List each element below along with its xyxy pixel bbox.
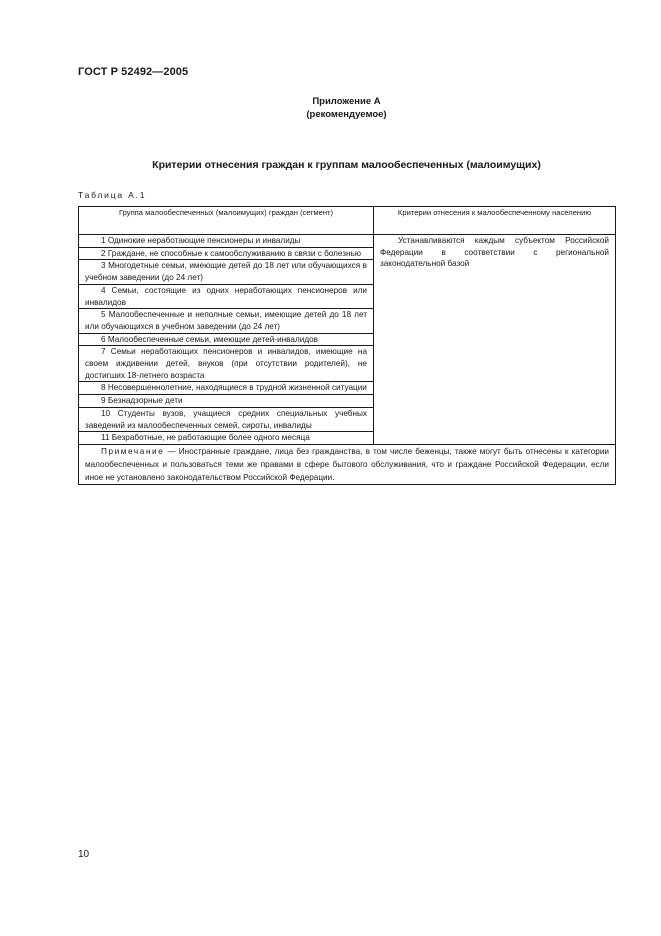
segment-text: 4 Семьи, состоящие из одних неработающих пенсионеров или инвалидов xyxy=(85,285,367,307)
segment-text: 3 Многодетные семьи, имеющие детей до 18 лет или обучающихся в учебном заведении (до 24 лет) xyxy=(85,261,367,283)
table-note xyxy=(79,444,616,484)
document-id: ГОСТ Р 52492—2005 xyxy=(78,66,189,78)
column-header-criteria: Критерии отнесения к малообеспеченному населению xyxy=(374,207,616,235)
segment-text: 9 Безнадзорные дети xyxy=(101,396,183,406)
segment-cell xyxy=(79,284,374,308)
table-label: Таблица А.1 xyxy=(78,190,147,200)
segment-text: 6 Малообеспеченные семьи, имеющие детей-инвалидов xyxy=(101,334,319,344)
segment-cell xyxy=(79,346,374,382)
criteria-text: Устанавливаются каждым субъектом Российской Федерации в соответствии с региональной законодательной базой xyxy=(380,236,609,269)
segment-cell xyxy=(79,235,374,248)
table-row xyxy=(79,235,616,248)
note-text: — Иностранные граждане, лица без гражданства, в том числе беженцы, также могут быть отнесены к категории малообеспеченных и пользоваться теми же правами в сфере бытового обслуживания, что и граждане Российской Федерации, если иное не установлено законодательством Российской Федерации. xyxy=(85,446,610,482)
segment-cell xyxy=(79,407,374,431)
page-number: 10 xyxy=(78,849,90,860)
segment-cell xyxy=(79,247,374,260)
segment-text: 11 Безработные, не работающие более одного месяца xyxy=(101,433,310,443)
table-note-row xyxy=(79,444,616,484)
segment-cell xyxy=(79,309,374,333)
appendix-label: Приложение А xyxy=(312,96,381,107)
segment-text: 10 Студенты вузов, учащиеся средних специальных учебных заведений из малообеспеченных семей, сироты, инвалиды xyxy=(85,408,367,430)
segment-cell xyxy=(79,395,374,408)
criteria-table xyxy=(78,206,616,485)
segment-text: 1 Одинокие неработающие пенсионеры и инвалиды xyxy=(101,236,301,245)
segment-text: 7 Семьи неработающих пенсионеров и инвалидов, имеющие на своем иждивении детей, внуков (при отсутствии родителей), не достигших 18-летнего возраста xyxy=(85,347,367,380)
segment-text: 5 Малообеспеченные и неполные семьи, имеющие детей до 18 лет или обучающихся в учебном заведении (до 24 лет) xyxy=(85,310,367,331)
appendix-status: (рекомендуемое) xyxy=(306,108,387,120)
criteria-cell xyxy=(374,235,616,445)
segment-cell xyxy=(79,260,374,284)
note-label: Примечание xyxy=(101,446,165,456)
page-title: Критерии отнесения граждан к группам малообеспеченных (малоимущих) xyxy=(152,159,541,171)
appendix-heading xyxy=(0,96,661,121)
segment-cell xyxy=(79,432,374,445)
table-header-row xyxy=(79,207,616,235)
segment-cell xyxy=(79,333,374,346)
segment-text: 8 Несовершеннолетние, находящиеся в трудной жизненной ситуации xyxy=(101,383,367,393)
segment-text: 2 Граждане, не способные к самообслуживанию в связи с болезнью xyxy=(101,248,361,258)
segment-cell xyxy=(79,382,374,395)
column-header-segment: Группа малообеспеченных (малоимущих) граждан (сегмент) xyxy=(79,207,374,235)
